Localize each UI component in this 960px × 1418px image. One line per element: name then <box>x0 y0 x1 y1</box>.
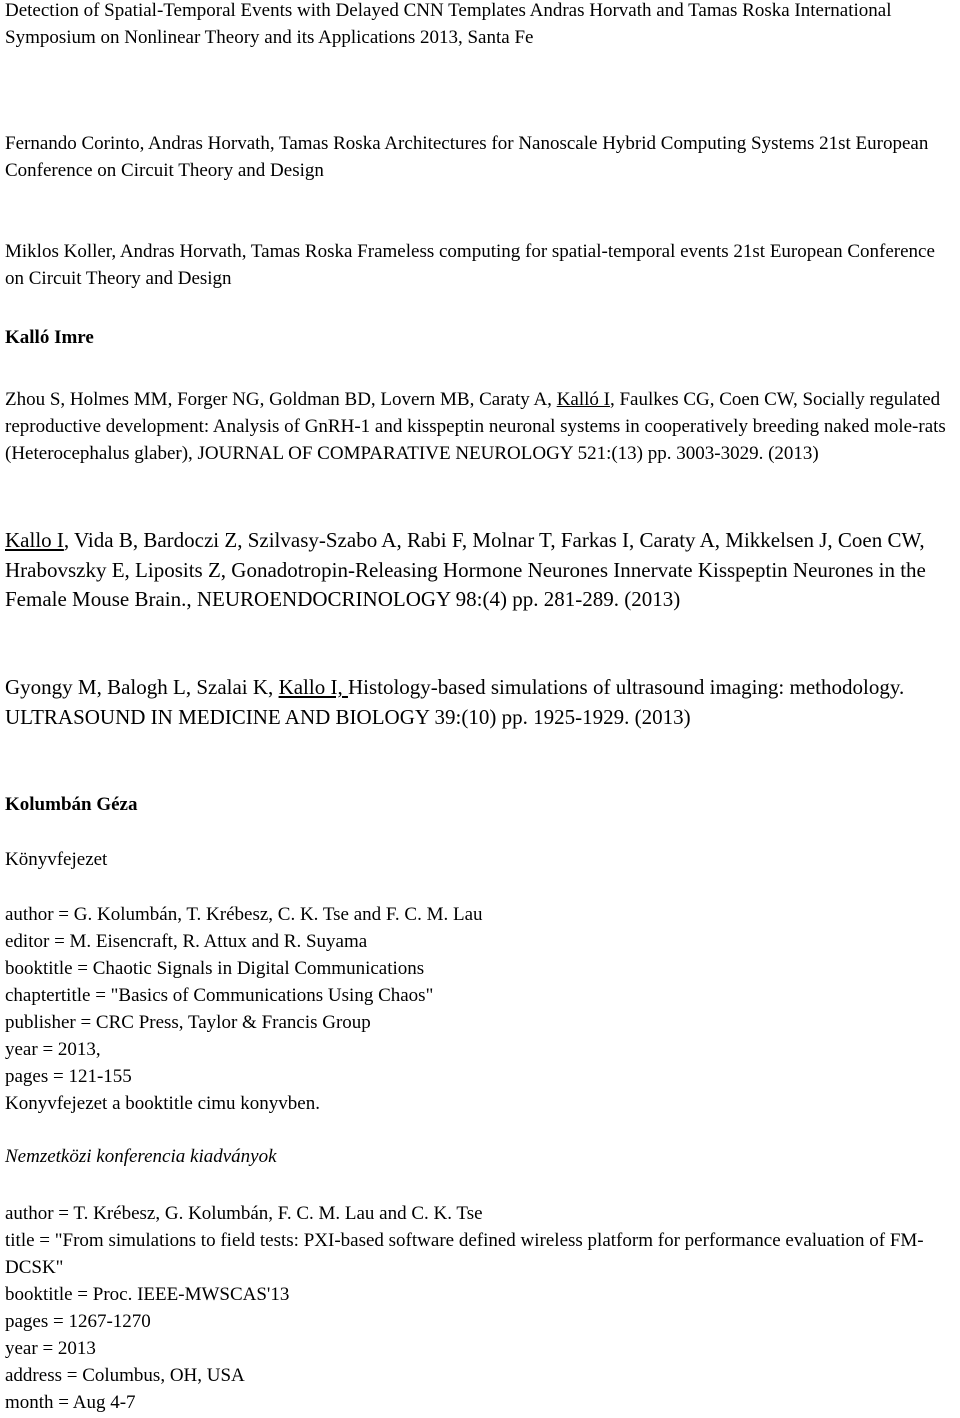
record-line-publisher: publisher = CRC Press, Taylor & Francis Group <box>5 1012 371 1033</box>
record-line-booktitle: booktitle = Proc. IEEE-MWSCAS'13 <box>5 1284 290 1305</box>
subsection-conference: Nemzetközi konferencia kiadványok <box>5 1146 277 1167</box>
subsection-konyvfejezet: Könyvfejezet <box>5 849 108 870</box>
pub-rest: , Faulkes CG, Coen CW, Socially regulated reproductive development: Analysis of GnRH-1 and kisspeptin neuronal systems in cooperatively breeding naked mole-rats (Heterocephalus glaber), JOURNAL OF COMPARATIVE NEUROLOGY 521:(13) pp. 3003-3029. (2013) <box>5 389 946 464</box>
book-chapter-record <box>5 901 957 1117</box>
record-line-pages: pages = 121-155 <box>5 1066 132 1087</box>
section-heading-kolumban: Kolumbán Géza <box>5 794 138 815</box>
record-line-chaptertitle: chaptertitle = "Basics of Communications Using Chaos" <box>5 985 434 1006</box>
record-line-booktitle: booktitle = Chaotic Signals in Digital Communications <box>5 958 425 979</box>
section-heading-kallo: Kalló Imre <box>5 327 94 348</box>
entry-frameless-computing: Miklos Koller, Andras Horvath, Tamas Roska Frameless computing for spatial-temporal events 21st European Conference on Circuit Theory and Design <box>5 241 935 289</box>
highlighted-author: Kalló I <box>556 389 610 410</box>
record-line-title: title = "From simulations to field tests: PXI-based software defined wireless platform for performance evaluation of FM-DCSK" <box>5 1230 924 1278</box>
entry-nanoscale-hybrid: Fernando Corinto, Andras Horvath, Tamas Roska Architectures for Nanoscale Hybrid Computing Systems 21st European Conference on Circuit Theory and Design <box>5 133 929 181</box>
record-line-author: author = T. Krébesz, G. Kolumbán, F. C. M. Lau and C. K. Tse <box>5 1203 483 1224</box>
pub-kallo-vida <box>5 526 957 615</box>
highlighted-author: Kallo I, <box>278 675 348 699</box>
record-line-pages: pages = 1267-1270 <box>5 1311 151 1332</box>
record-line-author: author = G. Kolumbán, T. Krébesz, C. K. Tse and F. C. M. Lau <box>5 904 483 925</box>
pub-authors-pre: Zhou S, Holmes MM, Forger NG, Goldman BD, Lovern MB, Caraty A, <box>5 389 557 410</box>
record-line-address: address = Columbus, OH, USA <box>5 1365 245 1386</box>
record-line-note: Konyvfejezet a booktitle cimu konyvben. <box>5 1093 320 1114</box>
record-line-editor: editor = M. Eisencraft, R. Attux and R. Suyama <box>5 931 368 952</box>
pub-rest: , Vida B, Bardoczi Z, Szilvasy-Szabo A, Rabi F, Molnar T, Farkas I, Caraty A, Mikkelsen J, Coen CW, Hrabovszky E, Liposits Z, Gonadotropin-Releasing Hormone Neurones Innervate Kisspeptin Neurones in the Female Mouse Brain., NEUROENDOCRINOLOGY 98:(4) pp. 281-289. (2013) <box>5 528 926 611</box>
pub-zhou <box>5 386 957 467</box>
highlighted-author: Kallo I <box>5 528 64 552</box>
record-line-year: year = 2013, <box>5 1039 101 1060</box>
entry-detection-spatial-temporal: Detection of Spatial-Temporal Events with Delayed CNN Templates Andras Horvath and Tamas Roska International Symposium on Nonlinear Theory and its Applications 2013, Santa Fe <box>5 0 892 48</box>
record-line-month: month = Aug 4-7 <box>5 1392 136 1413</box>
pub-authors-pre: Gyongy M, Balogh L, Szalai K, <box>5 675 279 699</box>
pub-gyongy <box>5 673 957 732</box>
record-line-year: year = 2013 <box>5 1338 96 1359</box>
pub-rest: Histology-based simulations of ultrasound imaging: methodology. ULTRASOUND IN MEDICINE AND BIOLOGY 39:(10) pp. 1925-1929. (2013) <box>5 675 905 729</box>
conference-record <box>5 1200 957 1416</box>
